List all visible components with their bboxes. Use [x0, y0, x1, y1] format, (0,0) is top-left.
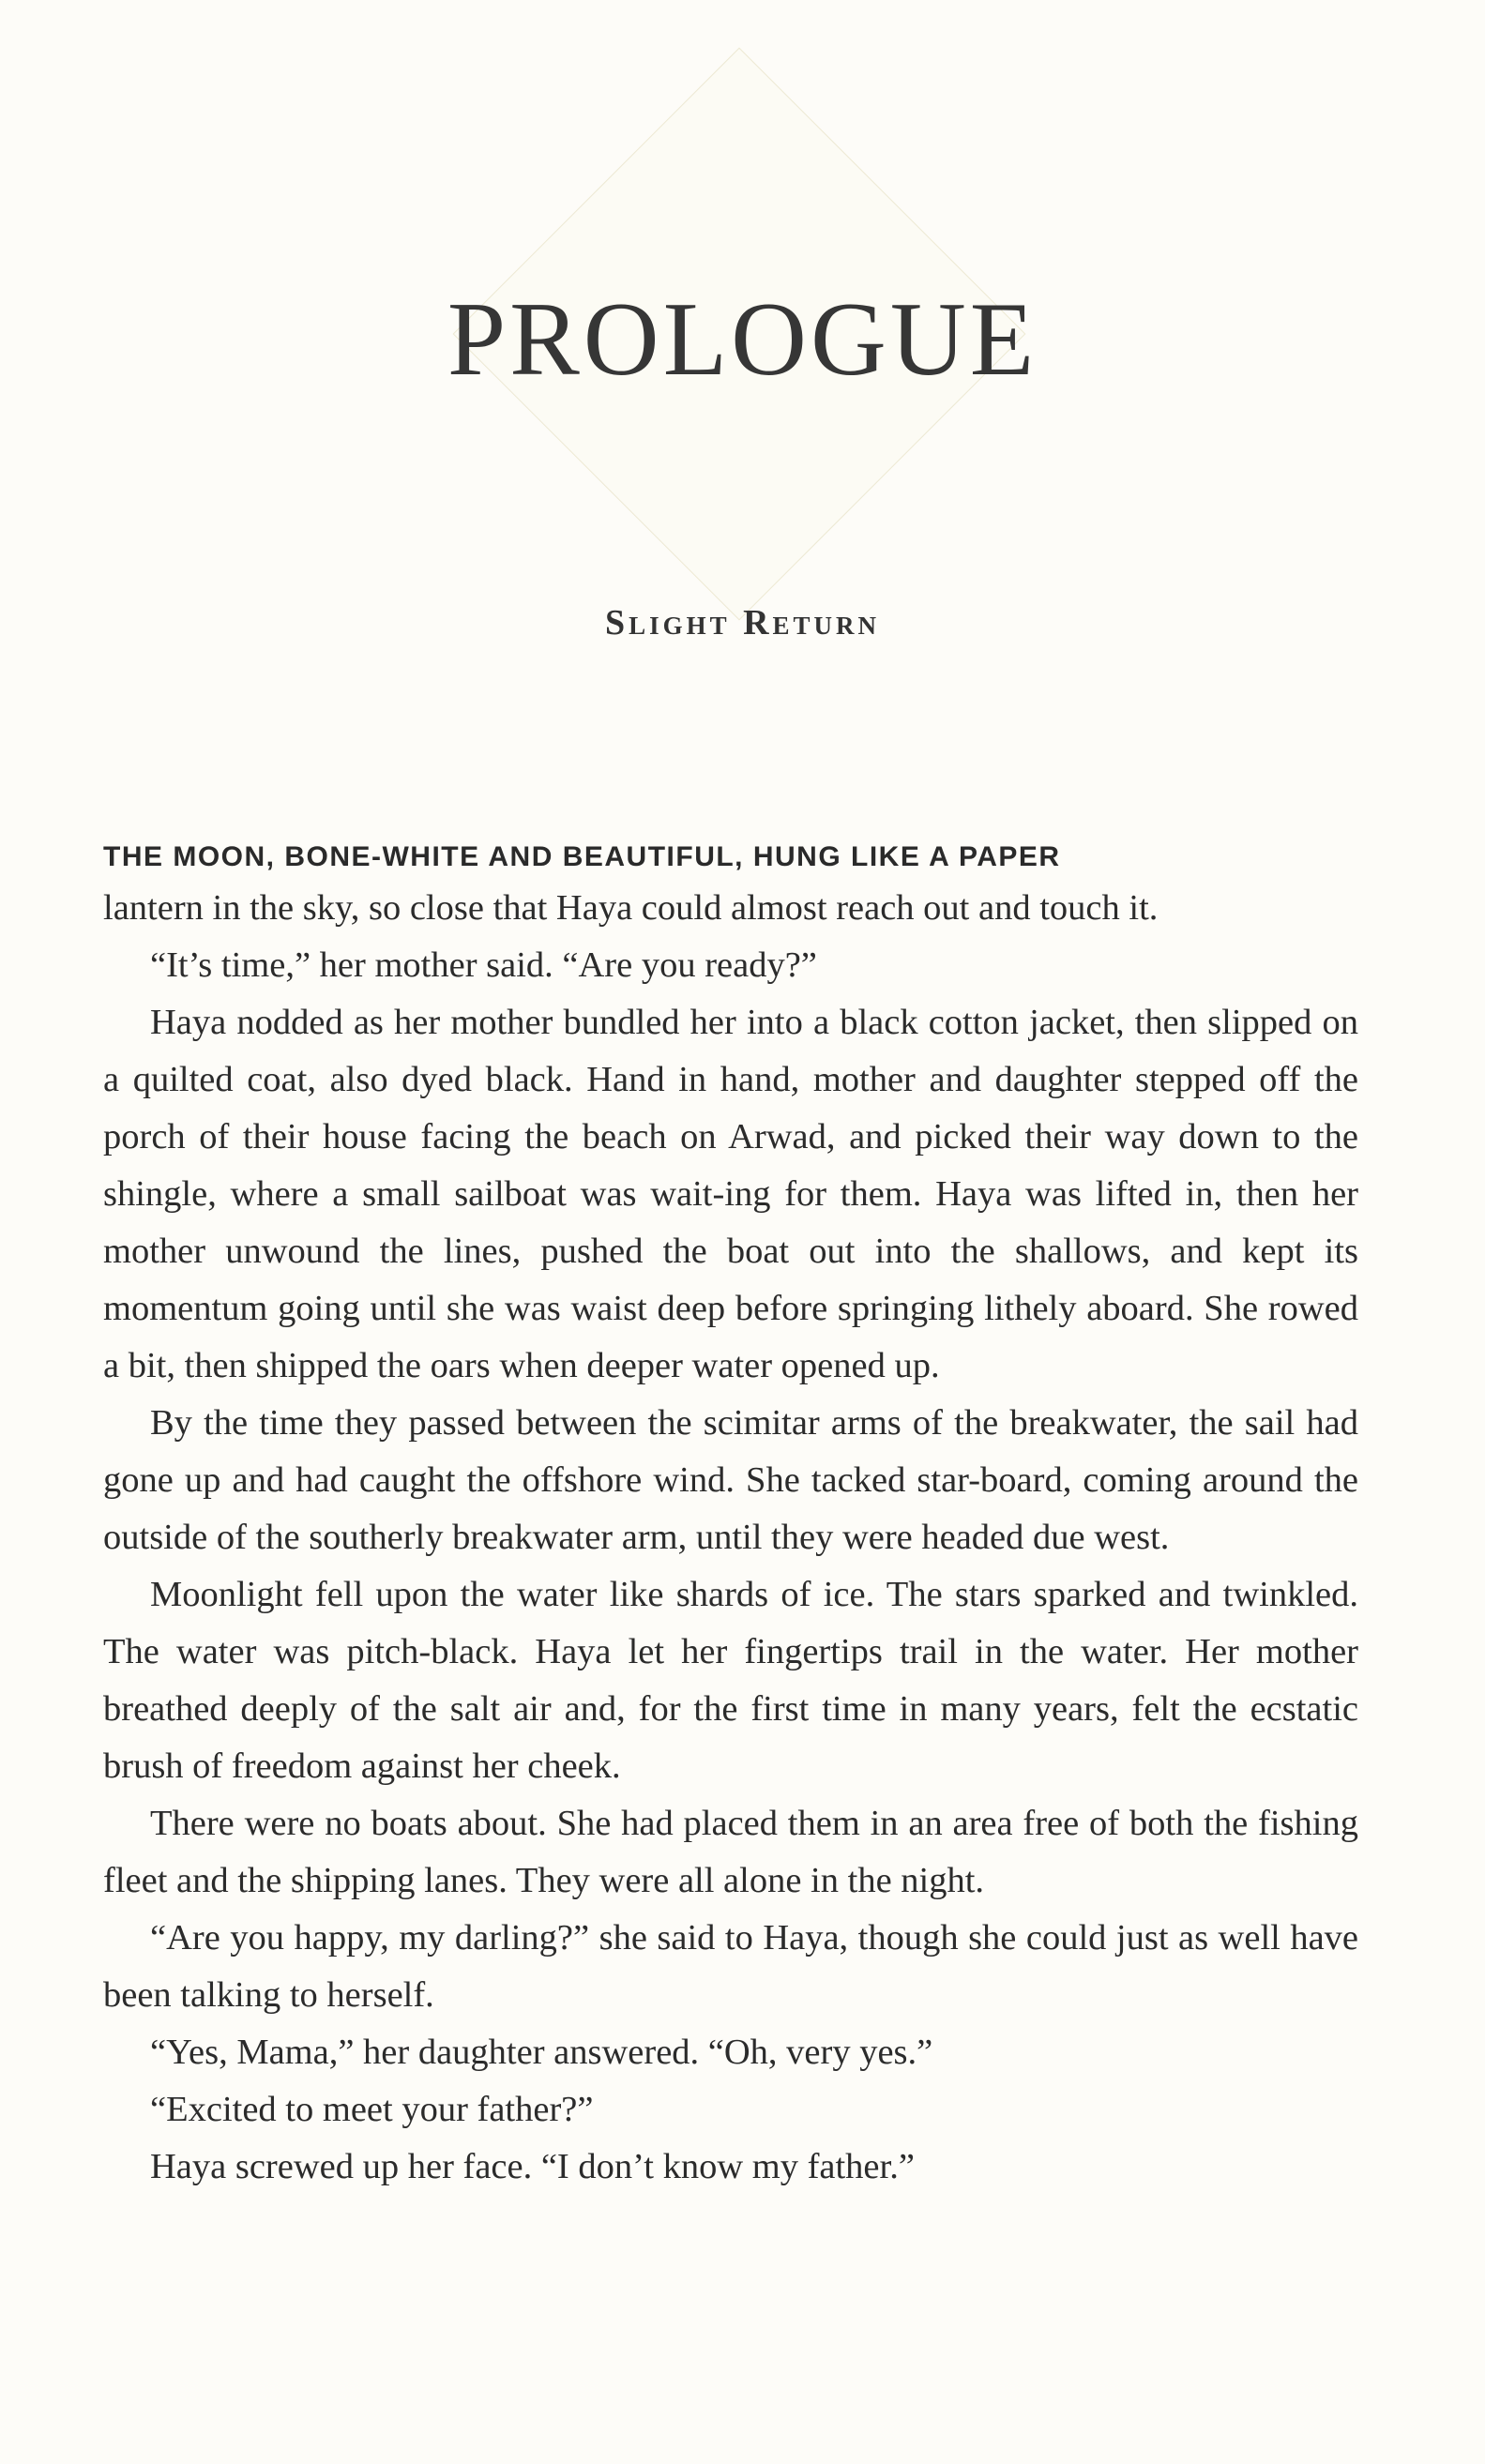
paragraph: Haya screwed up her face. “I don’t know my father.”	[150, 2147, 915, 2186]
lead-in-text: THE MOON, BONE-WHITE AND BEAUTIFUL, HUNG LIKE A PAPER	[103, 841, 1061, 872]
chapter-subtitle: Slight Return	[604, 603, 881, 642]
paragraph: “Are you happy, my darling?” she said to Haya, though she could just as well have been talking to herself.	[103, 1918, 1358, 2015]
paragraph: There were no boats about. She had placed them in an area free of both the fishing fleet and the shipping lanes. They were all alone in the night.	[103, 1804, 1358, 1900]
body-text	[103, 835, 1358, 2196]
paragraph: lantern in the sky, so close that Haya could almost reach out and touch it.	[103, 888, 1159, 928]
paragraph: “Yes, Mama,” her daughter answered. “Oh, very yes.”	[150, 2033, 933, 2072]
paragraph: By the time they passed between the scimitar arms of the breakwater, the sail had gone up and had caught the offshore wind. She tacked star-board, coming around the outside of the southerly breakwater arm, until they were headed due west.	[103, 1403, 1358, 1557]
paragraph: Haya nodded as her mother bundled her into a black cotton jacket, then slipped on a quilted coat, also dyed black. Hand in hand, mother and daughter stepped off the porch of their house facing the beach on Arwad, and picked their way down to the shingle, where a small sailboat was wait-ing for them. Haya was lifted in, then her mother unwound the lines, pushed the boat out into the shallows, and kept its momentum going until she was waist deep before springing lithely aboard. She rowed a bit, then shipped the oars when deeper water opened up.	[103, 1003, 1358, 1385]
chapter-title: PROLOGUE	[447, 281, 1038, 398]
paragraph: “It’s time,” her mother said. “Are you ready?”	[150, 945, 817, 985]
paragraph: Moonlight fell upon the water like shards of ice. The stars sparked and twinkled. The water was pitch-black. Haya let her fingertips trail in the water. Her mother breathed deeply of the salt air and, for the first time in many years, felt the ecstatic brush of freedom against her cheek.	[103, 1575, 1358, 1786]
paragraph: “Excited to meet your father?”	[150, 2090, 594, 2129]
